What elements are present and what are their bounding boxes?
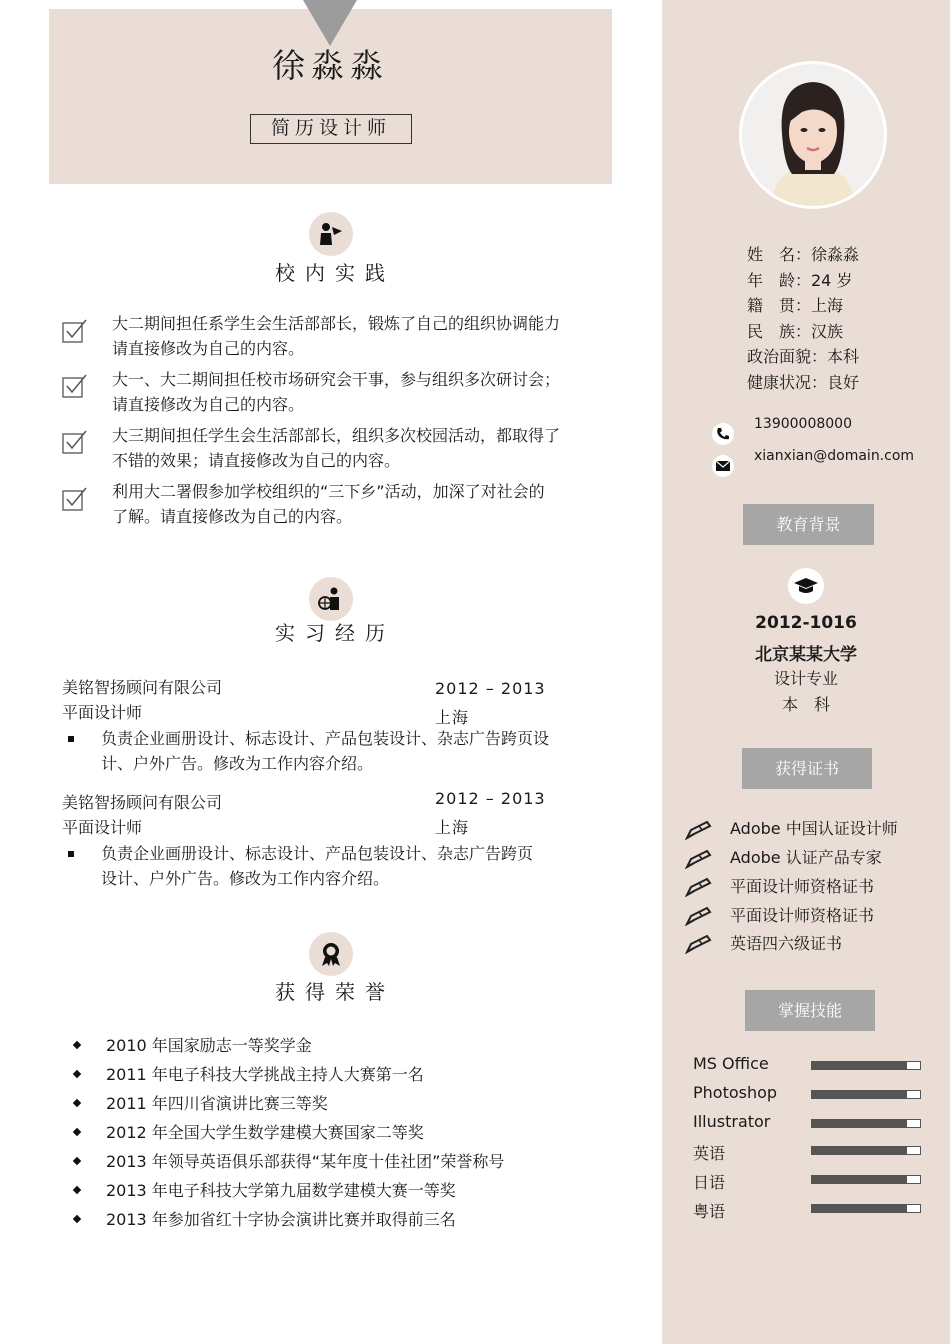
job-date: 2012 – 2013 [435,679,546,698]
skill-name: 粤语 [693,1202,726,1221]
job-title-box: 简历设计师 [250,114,412,144]
job-company: 美铭智扬顾问有限公司 [62,793,223,812]
skills-heading: 掌握技能 [745,990,875,1031]
cert-item: Adobe 认证产品专家 [730,848,882,867]
honor-item: 2011 年四川省演讲比赛三等奖 [106,1094,328,1113]
pen-icon [685,849,713,869]
email-icon [712,455,734,477]
honor-item: 2013 年领导英语俱乐部获得“某年度十佳社团”荣誉称号 [106,1152,505,1171]
skill-level [812,1176,907,1183]
job-company: 美铭智扬顾问有限公司 [62,678,223,697]
checkbox-icon [62,373,88,399]
profile-photo [739,61,887,209]
practice-item: 大一、大二期间担任校市场研究会干事，参与组织多次研讨会； 请直接修改为自己的内容。 [112,370,561,414]
profile-health: 健康状况：良好 [747,373,860,392]
honor-item: 2012 年全国大学生数学建模大赛国家二等奖 [106,1123,424,1142]
worker-globe-icon [309,577,353,621]
skill-name: Illustrator [693,1112,771,1131]
honor-item: 2013 年参加省红十字协会演讲比赛并取得前三名 [106,1210,456,1229]
bullet-diamond-icon [73,1041,81,1049]
skill-level [812,1205,907,1212]
email-address: xianxian@domain.com [754,448,915,464]
education-degree: 本 科 [781,695,830,714]
skill-level [812,1062,907,1069]
candidate-name: 徐淼淼 [272,46,389,85]
profile-origin: 籍 贯：上海 [747,296,844,315]
checkbox-icon [62,318,88,344]
section-title-honors: 获得荣誉 [275,980,395,1004]
honor-item: 2010 年国家励志一等奖学金 [106,1036,312,1055]
honor-item: 2011 年电子科技大学挑战主持人大赛第一名 [106,1065,424,1084]
medal-icon [309,932,353,976]
skill-bar [811,1090,921,1099]
education-heading: 教育背景 [743,504,874,545]
graduation-cap-icon [788,568,824,604]
job-role: 平面设计师 [62,818,143,837]
checkbox-icon [62,486,88,512]
phone-icon [712,423,734,445]
profile-ethnicity: 民 族：汉族 [747,322,844,341]
skill-name: MS Office [693,1054,769,1073]
skill-bar [811,1119,921,1128]
section-title-practice: 校内实践 [275,261,395,285]
skill-name: Photoshop [693,1083,778,1102]
profile-name: 姓 名：徐淼淼 [747,245,860,264]
cert-item: 平面设计师资格证书 [730,906,875,925]
bullet-diamond-icon [73,1215,81,1223]
pen-icon [685,877,713,897]
bullet-square-icon [68,851,74,857]
practice-item: 利用大二署假参加学校组织的“三下乡”活动，加深了对社会的 了解。请直接修改为自己的内容。 [112,482,545,526]
skill-level [812,1091,907,1098]
skill-bar [811,1061,921,1070]
checkbox-icon [62,429,88,455]
phone-number: 13900008000 [754,416,852,432]
pen-icon [685,906,713,926]
profile-politics: 政治面貌：本科 [747,347,860,366]
job-location: 上海 [435,818,470,837]
skill-bar [811,1146,921,1155]
briefcase-person-icon [309,212,353,256]
job-date: 2012 – 2013 [435,789,546,808]
skill-bar [811,1204,921,1213]
education-school: 北京某某大学 [755,645,857,665]
pen-icon [685,934,713,954]
cert-item: Adobe 中国认证设计师 [730,819,898,838]
skill-name: 英语 [693,1144,726,1163]
bullet-diamond-icon [73,1128,81,1136]
pen-icon [685,820,713,840]
bullet-diamond-icon [73,1186,81,1194]
job-location: 上海 [435,708,470,727]
bullet-diamond-icon [73,1157,81,1165]
education-major: 设计专业 [773,669,838,688]
cert-item: 平面设计师资格证书 [730,877,875,896]
skill-bar [811,1175,921,1184]
education-period: 2012-1016 [755,613,857,633]
job-description: 负责企业画册设计、标志设计、产品包装设计、杂志广告跨页设 计、户外广告。修改为工作内容介绍。 [101,729,550,773]
skill-level [812,1120,907,1127]
bullet-diamond-icon [73,1070,81,1078]
profile-age: 年 龄：24 岁 [747,271,853,290]
job-role: 平面设计师 [62,703,143,722]
skill-name: 日语 [693,1173,726,1192]
certs-heading: 获得证书 [742,748,872,789]
bullet-square-icon [68,736,74,742]
bullet-diamond-icon [73,1099,81,1107]
cert-item: 英语四六级证书 [730,934,843,953]
job-description: 负责企业画册设计、标志设计、产品包装设计、杂志广告跨页 设计、户外广告。修改为工作内容介绍。 [101,844,534,888]
honor-item: 2013 年电子科技大学第九届数学建模大赛一等奖 [106,1181,456,1200]
skill-level [812,1147,907,1154]
practice-item: 大三期间担任学生会生活部部长，组织多次校园活动，都取得了 不错的效果；请直接修改为自己的内容。 [112,426,561,470]
section-title-internship: 实习经历 [275,621,395,645]
practice-item: 大二期间担任系学生会生活部部长，锻炼了自己的组织协调能力 请直接修改为自己的内容。 [112,314,561,358]
